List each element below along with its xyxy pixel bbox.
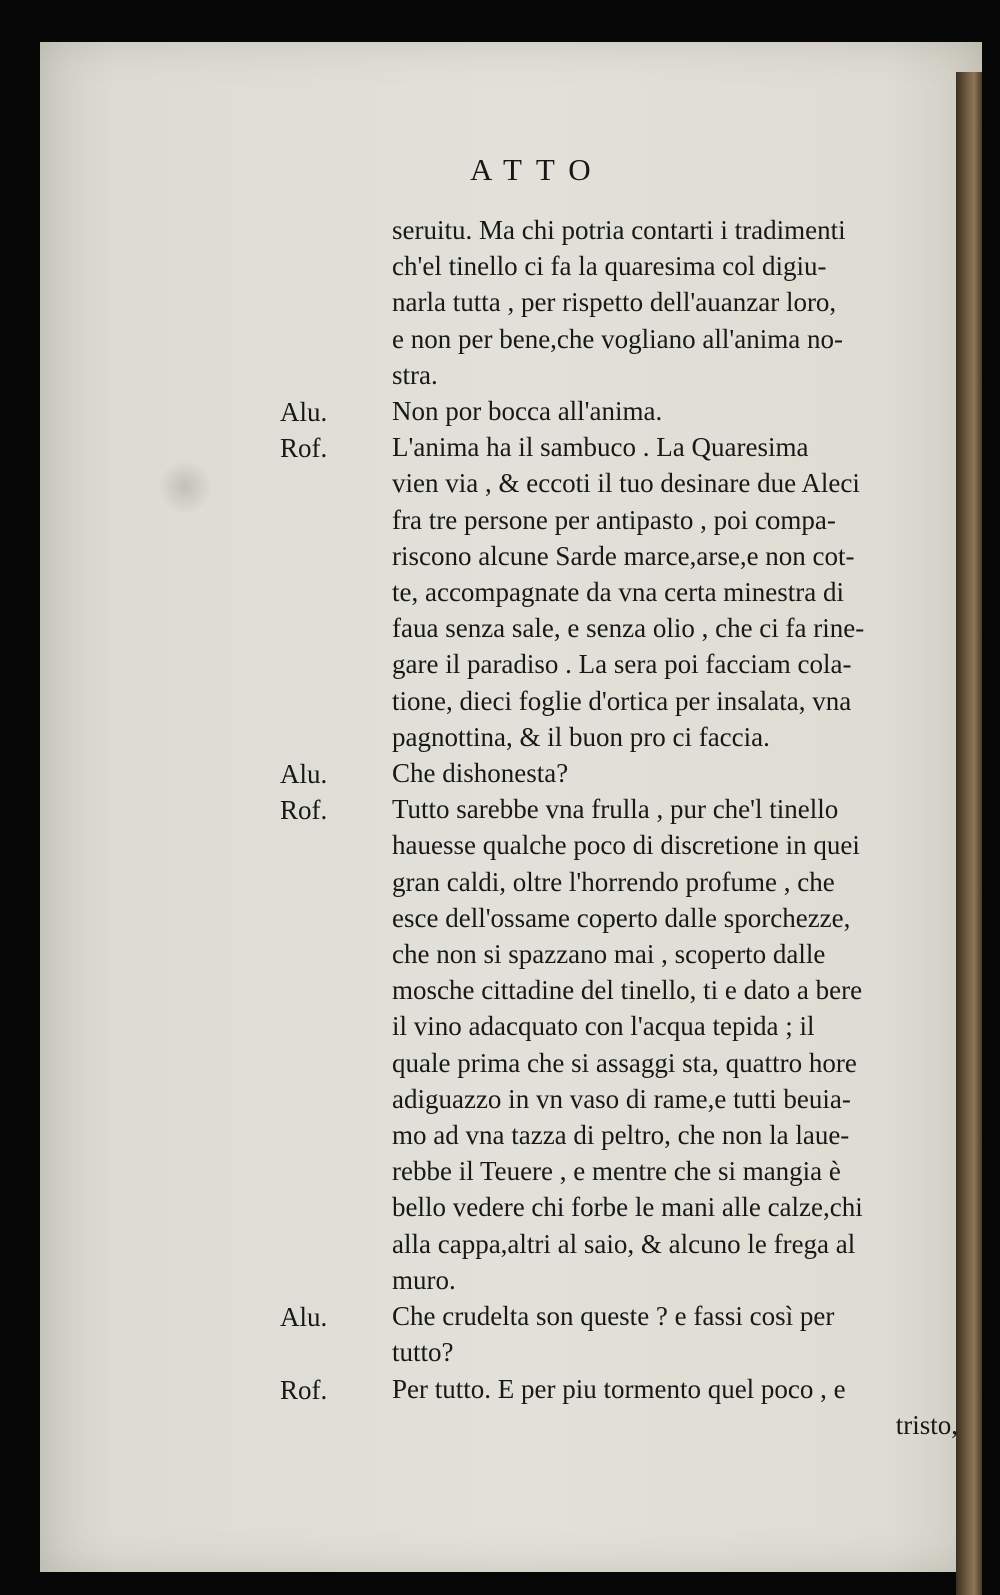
book-page (40, 42, 982, 1572)
text-line: che non si spazzano mai , scoperto dalle (392, 939, 826, 970)
text-line: L'anima ha il sambuco . La Quaresima (392, 432, 809, 463)
text-line: narla tutta , per rispetto dell'auanzar loro, (392, 287, 837, 318)
text-line: Tutto sarebbe vna frulla , pur che'l tinello (392, 794, 839, 825)
text-line: esce dell'ossame coperto dalle sporchezze, (392, 902, 851, 933)
text-line: stra. (392, 359, 438, 390)
text-line: quale prima che si assaggi sta, quattro hore (392, 1047, 857, 1078)
text-line: mosche cittadine del tinello, ti e dato a bere (392, 975, 863, 1006)
text-line: hauesse qualche poco di discretione in quei (392, 830, 860, 861)
speech-lines (392, 755, 958, 791)
speech-lines (392, 212, 958, 393)
text-line: te, accompagnate da vna certa minestra di (392, 577, 845, 608)
catchword: tristo, (895, 1409, 958, 1440)
dialogue-block (280, 1298, 980, 1370)
text-line: bello vedere chi forbe le mani alle calze,chi (392, 1192, 863, 1223)
text-line: ch'el tinello ci fa la quaresima col digiu- (392, 251, 827, 282)
text-line: seruitu. Ma chi potria contarti i tradimenti (392, 215, 846, 245)
text-line: alla cappa,altri al saio, & alcuno le frega al (392, 1228, 856, 1259)
dialogue-block (280, 1371, 980, 1443)
text-line: fra tre persone per antipasto , poi compa- (392, 504, 836, 535)
text-line: Non por bocca all'anima. (392, 396, 663, 427)
dialogue-block (280, 212, 980, 393)
text-line: Che crudelta son queste ? e fassi così per (392, 1301, 835, 1332)
dialogue-text (280, 212, 980, 1443)
speaker-label: Rof. (280, 433, 328, 464)
dialogue-block (280, 429, 980, 755)
speech-lines (392, 1371, 958, 1443)
text-line: e non per bene,che vogliano all'anima no- (392, 323, 843, 354)
speaker-label: Alu. (280, 1302, 328, 1333)
text-line: adiguazzo in vn vaso di rame,e tutti beuia- (392, 1083, 851, 1114)
speech-lines (392, 791, 958, 1298)
speech-lines (392, 1298, 958, 1370)
text-line: faua senza sale, e senza olio , che ci fa rine- (392, 613, 865, 644)
text-line: mo ad vna tazza di peltro, che non la laue- (392, 1120, 850, 1151)
speech-lines (392, 393, 958, 429)
speaker-label: Alu. (280, 397, 328, 428)
text-line: Per tutto. E per piu tormento quel poco , e (392, 1373, 846, 1404)
text-line: tione, dieci foglie d'ortica per insalata, vna (392, 685, 852, 716)
text-line: pagnottina, & il buon pro ci faccia. (392, 721, 770, 752)
speaker-label: Alu. (280, 759, 328, 790)
dialogue-block (280, 791, 980, 1298)
page-stain (160, 457, 210, 517)
speaker-label: Rof. (280, 1374, 328, 1405)
text-line: gran caldi, oltre l'horrendo profume , che (392, 866, 835, 897)
speech-lines (392, 429, 958, 755)
dialogue-block (280, 393, 980, 429)
speaker-label: Rof. (280, 795, 328, 826)
text-line: gare il paradiso . La sera poi facciam cola- (392, 649, 852, 680)
text-line: tutto? (392, 1337, 454, 1368)
text-line: rebbe il Teuere , e mentre che si mangia è (392, 1156, 841, 1187)
dialogue-block (280, 755, 980, 791)
running-header: ATTO (470, 152, 605, 187)
text-line: il vino adacquato con l'acqua tepida ; il (392, 1011, 815, 1042)
text-line: vien via , & eccoti il tuo desinare due Aleci (392, 468, 860, 499)
text-line: Che dishonesta? (392, 758, 569, 789)
text-line: riscono alcune Sarde marce,arse,e non cot- (392, 540, 855, 571)
text-line: muro. (392, 1264, 456, 1295)
